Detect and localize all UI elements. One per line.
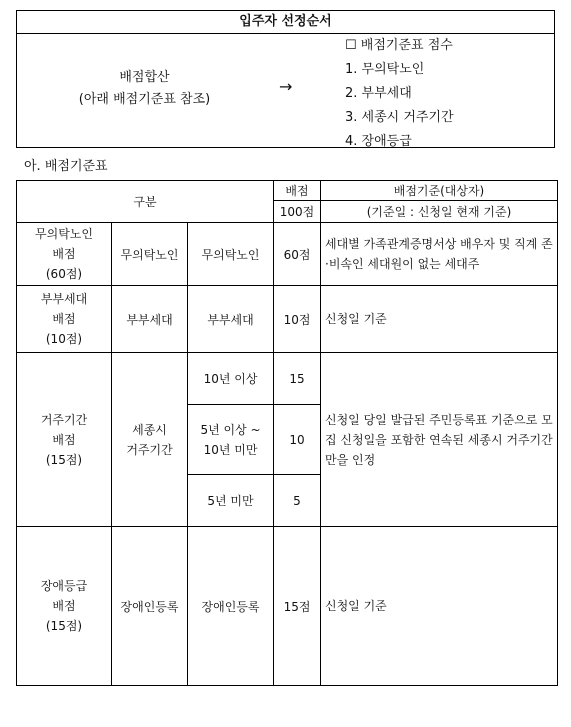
score-disability: 15점 [274,527,321,686]
score-total: 100점 [274,201,321,223]
criteria-header: 배점기준(대상자) [321,181,558,201]
category-elderly: 무의탁노인 배점 (60점) [17,223,112,286]
score-under5: 5 [274,475,321,527]
score-sum-line2: (아래 배점기준표 참조) [78,92,211,107]
category-header: 구분 [17,181,274,223]
category-couple: 부부세대 배점 (10점) [17,286,112,353]
priority-item: 2. 부부세대 [345,86,412,101]
subcategory-residence: 세종시 거주기간 [112,353,188,527]
score-sum-line1: 배점합산 [119,70,170,85]
score-couple: 10점 [274,286,321,353]
priority-list [345,35,454,155]
item-elderly: 무의탁노인 [188,223,274,286]
score-criteria-table [16,180,558,686]
category-disability: 장애등급 배점 (15점) [17,527,112,686]
priority-item: 4. 장애등급 [345,134,412,149]
period-5to10: 5년 이상 ~ 10년 미만 [188,405,274,475]
subcategory-elderly: 무의탁노인 [112,223,188,286]
priority-item: 1. 무의탁노인 [345,62,425,77]
criteria-elderly: 세대별 가족관계증명서상 배우자 및 직계 존·비속인 세대원이 없는 세대주 [321,223,558,286]
priority-item: ☐ 배점기준표 점수 [345,38,453,53]
selection-order-title: 입주자 선정순서 [17,11,554,34]
period-under5: 5년 미만 [188,475,274,527]
section-title: 아. 배점기준표 [24,159,108,174]
right-arrow-icon: → [279,77,293,96]
criteria-residence: 신청일 당일 발급된 주민등록표 기준으로 모집 신청일을 포함한 연속된 세종시 거주기간만을 인정 [321,353,558,527]
score-elderly: 60점 [274,223,321,286]
score-sum-label [17,67,272,111]
subcategory-couple: 부부세대 [112,286,188,353]
item-couple: 부부세대 [188,286,274,353]
criteria-disability: 신청일 기준 [321,527,558,686]
score-10plus: 15 [274,353,321,405]
period-10plus: 10년 이상 [188,353,274,405]
category-residence: 거주기간 배점 (15점) [17,353,112,527]
priority-item: 3. 세종시 거주기간 [345,110,454,125]
item-disability: 장애인등록 [188,527,274,686]
criteria-subheader: (기준일 : 신청일 현재 기준) [321,201,558,223]
score-header: 배점 [274,181,321,201]
subcategory-disability: 장애인등록 [112,527,188,686]
score-5to10: 10 [274,405,321,475]
criteria-couple: 신청일 기준 [321,286,558,353]
selection-order-box [16,10,555,148]
